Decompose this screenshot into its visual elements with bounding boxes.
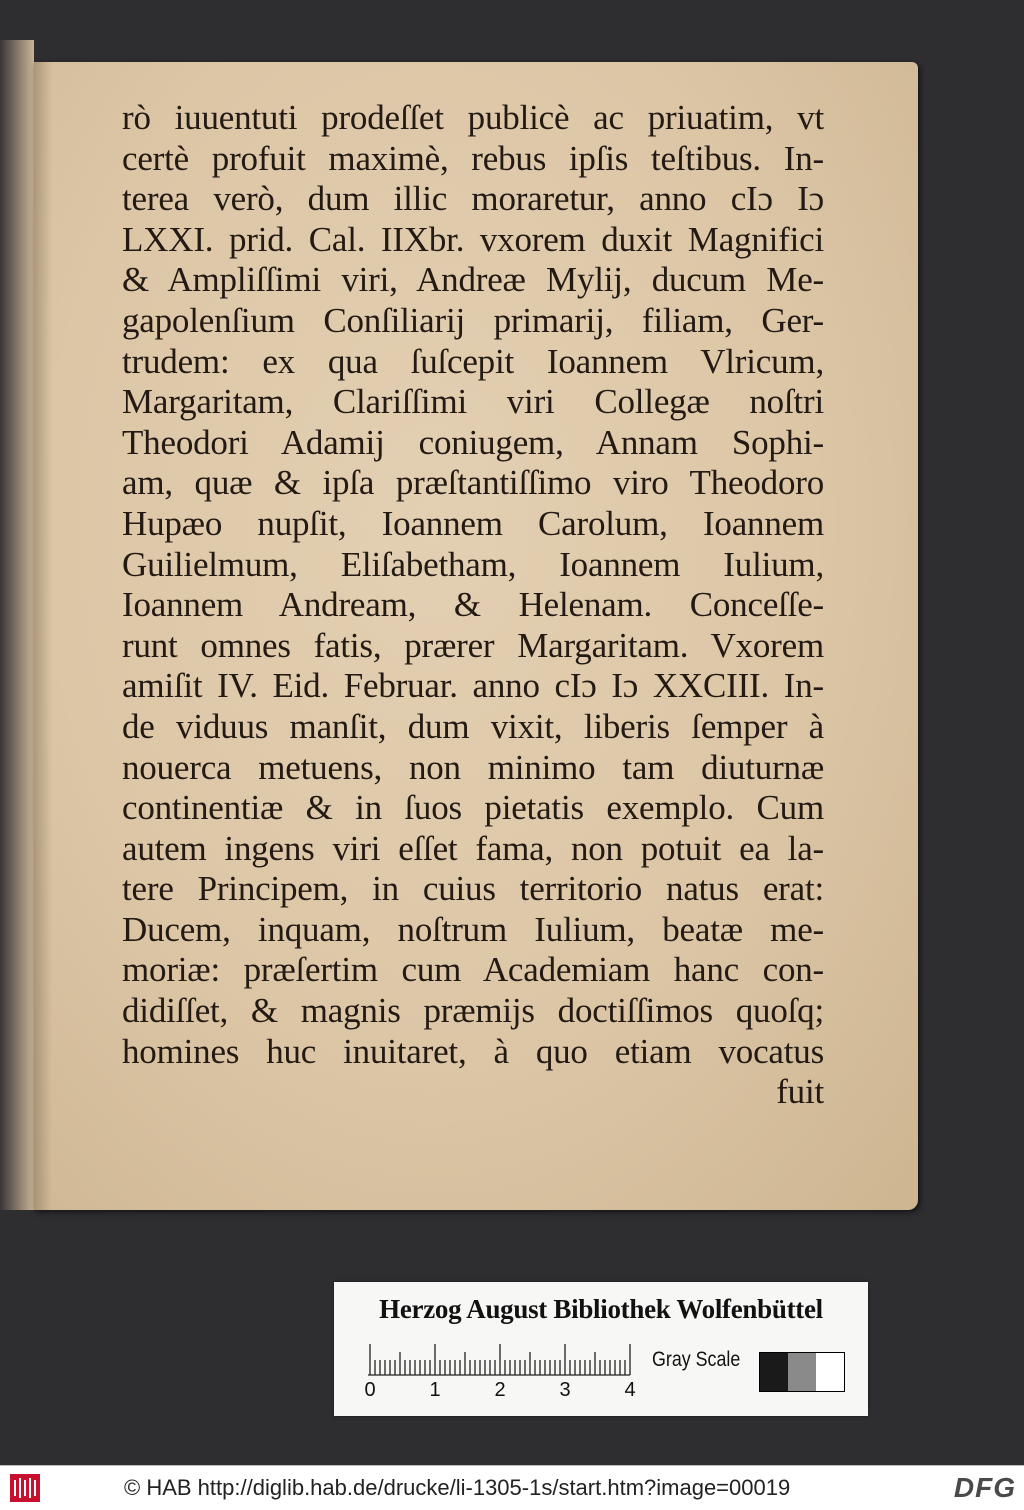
text-line: trudem: ex qua ſuſcepit Ioannem Vlricum, — [122, 341, 824, 381]
text-line: Ducem, inquam, noſtrum Iulium, beatæ me- — [122, 909, 824, 949]
text-line: Margaritam, Clariſſimi viri Collegæ noſtri — [122, 382, 824, 422]
text-line: didiſſet, & magnis præmijs doctiſſimos quoſq; — [122, 991, 824, 1031]
text-line: terea verò, dum illic moraretur, anno cIɔ Iɔ — [122, 179, 824, 219]
text-line: moriæ: præſertim cum Academiam hanc con- — [122, 950, 824, 990]
footer-bar — [0, 1465, 1024, 1510]
text-line: de viduus manſit, dum vixit, liberis ſemper à — [122, 706, 824, 746]
book-page — [34, 62, 918, 1210]
facing-page-edge — [0, 40, 34, 1210]
ruler-number: 4 — [624, 1379, 636, 1401]
text-line: certè profuit maximè, rebus ipſis teſtibus. In- — [122, 138, 824, 178]
ruler-numbers — [362, 1379, 642, 1405]
gray-scale-label: Gray Scale — [652, 1348, 741, 1371]
gray-swatch — [760, 1353, 788, 1391]
text-line: runt omnes fatis, prærer Margaritam. Vxorem — [122, 625, 824, 665]
text-line: nouerca metuens, non minimo tam diuturnæ — [122, 747, 824, 787]
gray-swatch — [788, 1353, 816, 1391]
hab-logo-icon — [10, 1474, 40, 1502]
text-line: tere Principem, in cuius territorio natus erat: — [122, 869, 824, 909]
ruler-number: 2 — [494, 1379, 506, 1401]
archive-label — [334, 1282, 868, 1416]
dfg-logo: DFG — [953, 1472, 1016, 1503]
text-line: Guilielmum, Eliſabetham, Ioannem Iulium, — [122, 544, 824, 584]
ruler-number: 0 — [364, 1379, 376, 1401]
text-line: amiſit IV. Eid. Februar. anno cIɔ Iɔ XXCIII. In- — [122, 666, 824, 706]
text-line: Theodori Adamij coniugem, Annam Sophi- — [122, 422, 824, 462]
page-text — [122, 98, 824, 1113]
text-line: am, quæ & ipſa præſtantiſſimo viro Theodoro — [122, 463, 824, 503]
text-line: continentiæ & in ſuos pietatis exemplo. Cum — [122, 788, 824, 828]
text-line: LXXI. prid. Cal. IIXbr. vxorem duxit Magnifici — [122, 219, 824, 259]
text-line: homines huc inuitaret, à quo etiam vocatus — [122, 1031, 824, 1071]
text-line: autem ingens viri eſſet fama, non potuit ea la- — [122, 828, 824, 868]
gray-scale-swatches — [759, 1352, 845, 1392]
source-url: © HAB http://diglib.hab.de/drucke/li-1305-1s/start.htm?image=00019 — [124, 1475, 791, 1500]
text-line: rò iuuentuti prodeſſet publicè ac priuatim, vt — [122, 98, 824, 137]
text-line: gapolenſium Conſiliarij primarij, filiam, Ger- — [122, 300, 824, 340]
catchword: fuit — [776, 1072, 824, 1112]
library-name: Herzog August Bibliothek Wolfenbüttel — [379, 1294, 823, 1324]
ruler-number: 1 — [429, 1379, 441, 1401]
gray-swatch — [816, 1353, 844, 1391]
text-line: Ioannem Andream, & Helenam. Conceſſe- — [122, 585, 824, 625]
text-line: Hupæo nupſit, Ioannem Carolum, Ioannem — [122, 503, 824, 543]
ruler-number: 3 — [559, 1379, 571, 1401]
text-line: & Ampliſſimi viri, Andreæ Mylij, ducum Me- — [122, 260, 824, 300]
ruler-scale — [368, 1344, 638, 1376]
